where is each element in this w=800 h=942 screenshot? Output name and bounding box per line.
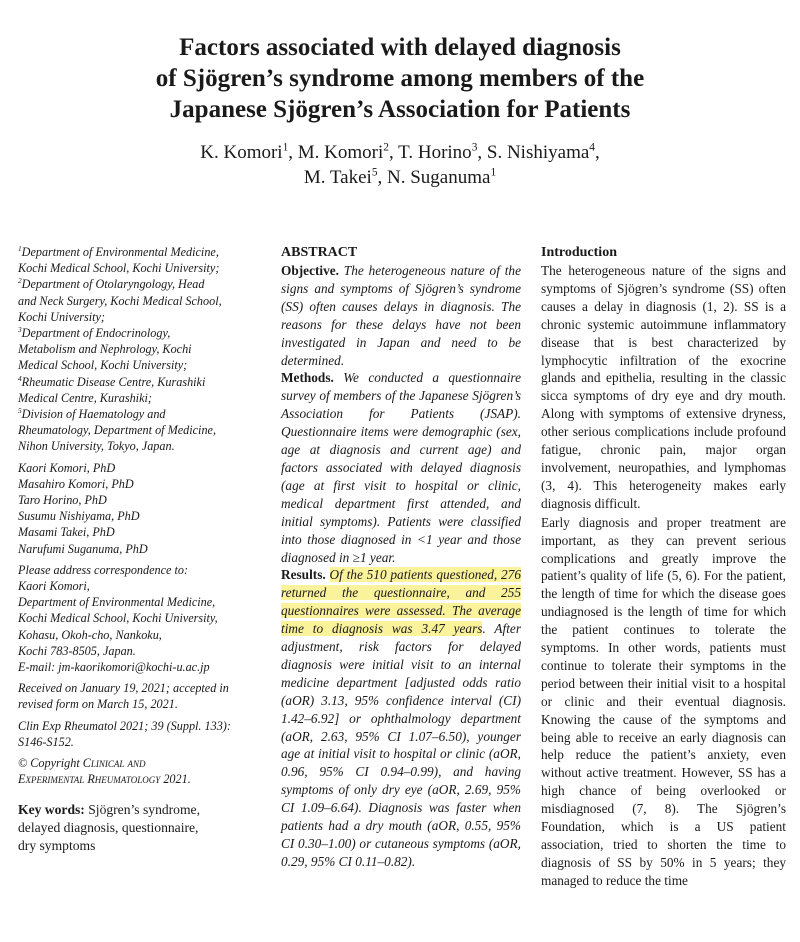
affiliation-text: Division of Haematology and xyxy=(21,407,166,422)
author-credential: Masahiro Komori, PhD xyxy=(18,476,134,491)
author-affiliation-mark: 2 xyxy=(383,141,389,154)
introduction-paragraph: Early diagnosis and proper treatment are important, as they can prevent serious complications and greatly improve the patient’s quality of life (5, 6). For the patient, the length of time for which the disease goes undiagnosed is the length of time for which the patient continues to tolerate the symptoms. In other words, patients must continue to tolerate their symptoms in the period between their initial visit to a hospital or clinic and their eventual diagnosis. Knowing the cause of the symptoms and being able to receive an early diagnosis can help reduce the patient’s anxiety, even without active treatment. However, SS has a high chance of being overlooked or misdiagnosed (7, 8). The Sjögren’s Foundation, which is a US patient association, tried to shorten the time to diagnosis of SS by 50% in 5 years; they managed to reduce the time xyxy=(541,514,786,888)
affiliation-line xyxy=(18,406,258,422)
author-byline xyxy=(40,140,760,190)
author-separator: , xyxy=(477,142,487,163)
author-affiliation-mark: 3 xyxy=(471,141,478,154)
keywords-label: Key words: xyxy=(18,801,85,817)
author-affiliation-mark: 5 xyxy=(371,166,378,179)
author-name: K. Komori xyxy=(200,142,283,163)
abstract-objective xyxy=(281,262,521,369)
author-separator: , xyxy=(377,167,388,188)
correspondence-address xyxy=(18,562,258,675)
author-name: M. Komori xyxy=(297,142,384,163)
author-credential: Taro Horino, PhD xyxy=(18,493,107,508)
results-highlighted-text[interactable]: Of the 510 patients questioned, 276 returned the questionnaire, and 255 questionnaires were assessed. The average time to diagnosis was 3.47 years xyxy=(281,567,522,637)
title-line: Japanese Sjögren’s Association for Patients xyxy=(169,96,631,123)
abstract-methods xyxy=(281,369,521,566)
received-line: Received on January 19, 2021; accepted in xyxy=(18,681,229,696)
correspondence-line: Please address correspondence to: xyxy=(18,562,189,577)
author-name: S. Nishiyama xyxy=(486,142,590,163)
author-name: N. Suganuma xyxy=(387,167,491,188)
title-line: of Sjögren’s syndrome among members of the xyxy=(155,65,645,92)
article-title xyxy=(40,32,760,125)
correspondence-line: Kochi 783-8505, Japan. xyxy=(18,643,136,658)
affiliation-line xyxy=(18,244,258,260)
abstract-results xyxy=(281,566,521,870)
copyright-line xyxy=(18,755,258,771)
copyright-year: 2021. xyxy=(160,772,191,787)
keywords-line xyxy=(18,801,258,819)
results-text: . After adjustment, risk factors for delayed diagnosis were initial visit to an internal medicine department [adjusted odds ratio (aOR) 3.13, 95% confidence interval (CI) 1.42–6.92] or ophthalmology department (aOR, 2.63, 95% CI 1.07–6.50), younger age at initial visit to hospital or clinic (aOR, 0.96, 95% CI 0.94–0.99), and having symptoms of only dry eye (aOR, 2.69, 95% CI 1.09–6.64). Diagnosis was faster when patients had a dry mouth (aOR, 0.55, 95% CI 0.30–1.00) or cutaneous symptoms (aOR, 0.29, 95% CI 0.11–0.82). xyxy=(281,621,521,869)
affiliation-text: Department of Environmental Medicine, xyxy=(21,245,219,259)
citation-line: Clin Exp Rheumatol 2021; 39 (Suppl. 133): xyxy=(18,718,231,733)
methods-label: Methods. xyxy=(281,370,334,386)
affiliation-text: Department of Endocrinology, xyxy=(21,326,171,341)
correspondence-email[interactable]: E-mail: jm-kaorikomori@kochi-u.ac.jp xyxy=(18,660,210,675)
author-credential: Masami Takei, PhD xyxy=(18,525,115,540)
affiliation-mark: 5 xyxy=(18,405,22,415)
author-line xyxy=(40,165,760,190)
affiliation-line xyxy=(18,276,258,292)
author-credential: Kaori Komori, PhD xyxy=(18,460,116,475)
keywords xyxy=(18,801,258,855)
affiliation-mark: 1 xyxy=(18,243,22,253)
copyright-line xyxy=(18,771,258,787)
affiliation-text: Department of Otolaryngology, Head xyxy=(21,277,205,292)
author-affiliation-mark: 1 xyxy=(282,141,289,154)
affiliation-line: Metabolism and Nephrology, Kochi xyxy=(18,342,192,357)
introduction-heading: Introduction xyxy=(541,245,617,260)
received-line: revised form on March 15, 2021. xyxy=(18,697,178,712)
correspondence-line: Department of Environmental Medicine, xyxy=(18,595,216,610)
correspondence-line: Kaori Komori, xyxy=(18,579,90,594)
methods-text: We conducted a questionnaire survey of members of the Japanese Sjögren’s Association for Patients (JSAP). Questionnaire items were demographic (sex, age at diagnosis and current age) and factors associated with delayed diagnosis (age at first visit to hospital or clinic, medical department first attended, and initial symptoms). Patients were classified into those diagnosed in <1 year and those diagnosed in ≥1 year. xyxy=(281,370,521,565)
affiliation-mark: 4 xyxy=(18,373,22,383)
author-name: M. Takei xyxy=(303,167,372,188)
author-separator: , xyxy=(388,142,399,163)
copyright-journal: Clinical and xyxy=(82,756,146,771)
affiliation-text: Rheumatic Disease Centre, Kurashiki xyxy=(21,374,206,389)
correspondence-line: Kochi Medical School, Kochi University, xyxy=(18,611,218,626)
affiliation-line: Kochi Medical School, Kochi University; xyxy=(18,261,220,276)
author-affiliation-mark: 4 xyxy=(589,141,595,154)
affiliations xyxy=(18,244,258,455)
affiliation-line: Nihon University, Tokyo, Japan. xyxy=(18,439,175,454)
citation-line: S146-S152. xyxy=(18,734,74,749)
affiliation-line xyxy=(18,374,258,390)
author-line xyxy=(40,140,760,165)
author-name: T. Horino xyxy=(398,142,472,163)
affiliation-line: Medical School, Kochi University; xyxy=(18,358,188,373)
author-separator: , xyxy=(594,142,600,163)
correspondence-line: Kohasu, Okoh-cho, Nankoku, xyxy=(18,627,162,642)
author-affiliation-mark: 1 xyxy=(490,166,497,179)
introduction xyxy=(541,244,786,890)
affiliation-mark: 3 xyxy=(18,324,22,334)
copyright xyxy=(18,755,258,787)
copyright-journal: Experimental Rheumatology xyxy=(18,772,161,787)
affiliation-line: Kochi University; xyxy=(18,309,105,324)
abstract xyxy=(281,244,521,871)
affiliation-line: and Neck Surgery, Kochi Medical School, xyxy=(18,293,222,308)
objective-label: Objective. xyxy=(281,263,339,278)
title-line: Factors associated with delayed diagnosis xyxy=(179,34,621,61)
copyright-prefix: © Copyright xyxy=(18,756,83,771)
affiliation-line xyxy=(18,325,258,341)
keywords-line: dry symptoms xyxy=(18,837,96,853)
affiliation-mark: 2 xyxy=(18,276,22,286)
abstract-heading: ABSTRACT xyxy=(281,245,358,260)
introduction-paragraph: The heterogeneous nature of the signs and symptoms of Sjögren’s syndrome (SS) often causes a delay in diagnosis (1, 2). SS is a chronic systemic autoimmune inflammatory disease that is best characterized by lymphocytic infiltration of the exocrine glands and epithelia, resulting in the classic sicca symptoms of dry eye and dry mouth. Along with symptoms of extensive dryness, other serious complications include profound fatigue, chronic pain, major organ involvement, neuropathies, and lymphomas (3, 4). This heterogeneity makes early diagnosis difficult. xyxy=(541,263,786,511)
author-credentials xyxy=(18,460,258,557)
keywords-line: delayed diagnosis, questionnaire, xyxy=(18,819,199,835)
author-credential: Narufumi Suganuma, PhD xyxy=(18,541,148,556)
affiliation-line: Medical Centre, Kurashiki; xyxy=(18,390,152,405)
affiliation-line: Rheumatology, Department of Medicine, xyxy=(18,423,216,438)
sidebar-metadata xyxy=(18,244,258,855)
author-separator: , xyxy=(288,142,298,163)
citation xyxy=(18,718,258,750)
keywords-text: Sjögren’s syndrome, xyxy=(84,801,200,817)
results-label: Results. xyxy=(281,567,326,583)
objective-text: The heterogeneous nature of the signs and symptoms of Sjögren’s syndrome (SS) often causes delays in diagnosis. The reasons for these delays have not been investigated in Japan and need to be determined. xyxy=(281,263,521,368)
author-credential: Susumu Nishiyama, PhD xyxy=(18,509,140,524)
received-dates xyxy=(18,680,258,712)
